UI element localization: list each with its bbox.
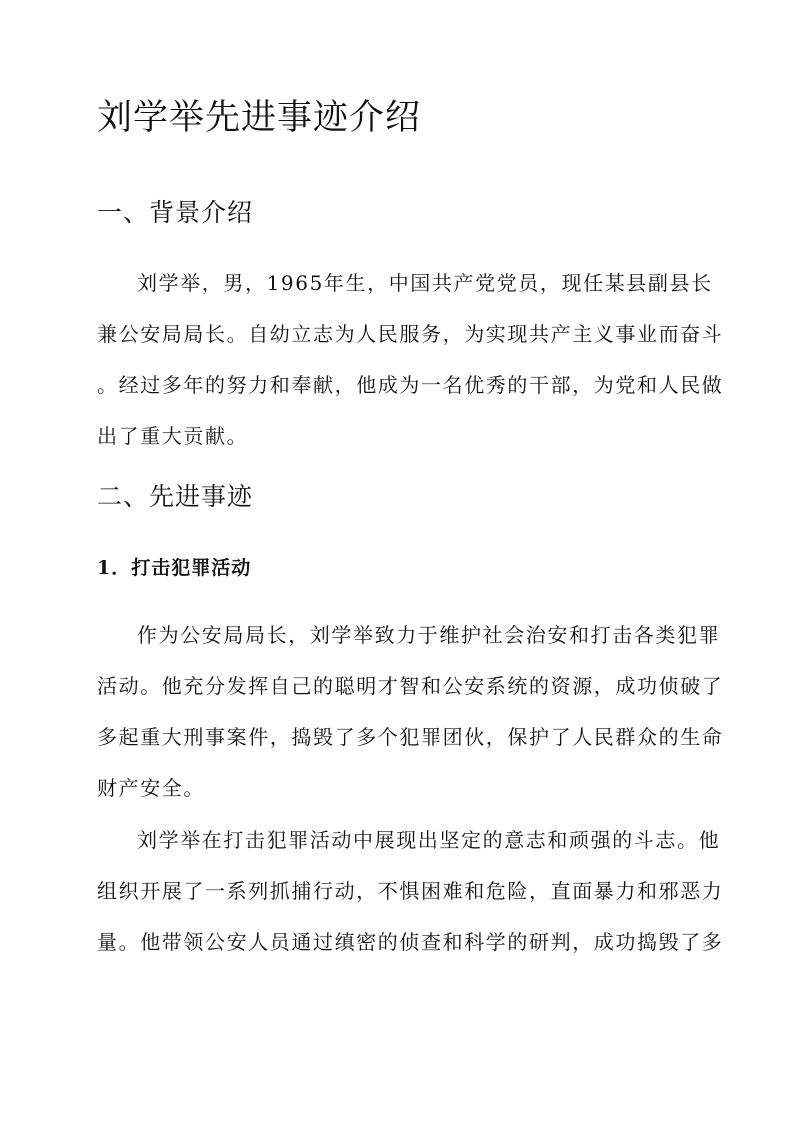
paragraph-line: 作为公安局局长，刘学举致力于维护社会治安和打击各类犯罪: [137, 623, 721, 647]
paragraph-line: 多起重大刑事案件，捣毁了多个犯罪团伙，保护了人民群众的生命: [97, 725, 724, 749]
paragraph-line: 兼公安局局长。自幼立志为人民服务，为实现共产主义事业而奋斗: [97, 322, 724, 346]
paragraph-line: 财产安全。: [97, 776, 205, 800]
paragraph-line: 出了重大贡献。: [97, 424, 249, 448]
paragraph-line: 。经过多年的努力和奉献，他成为一名优秀的干部，为党和人民做: [97, 373, 724, 397]
document-title: 刘学举先进事迹介绍: [97, 98, 422, 138]
paragraph-line: 量。他带领公安人员通过缜密的侦查和科学的研判，成功捣毁了多: [97, 930, 724, 954]
paragraph-crime-2: [97, 815, 724, 968]
section-heading-background: 一、背景介绍: [97, 198, 254, 227]
paragraph-background: [97, 258, 724, 462]
paragraph-line: 组织开展了一系列抓捕行动，不惧困难和危险，直面暴力和邪恶力: [97, 879, 724, 903]
paragraph-crime-1: [97, 610, 724, 814]
paragraph-line: 刘学举，男，1965年生，中国共产党党员，现任某县副县长: [137, 271, 713, 295]
paragraph-line: 活动。他充分发挥自己的聪明才智和公安系统的资源，成功侦破了: [97, 674, 724, 698]
subsection-heading-crime: 1．打击犯罪活动: [97, 557, 252, 579]
section-heading-deeds: 二、先进事迹: [97, 482, 254, 511]
paragraph-line: 刘学举在打击犯罪活动中展现出坚定的意志和顽强的斗志。他: [137, 828, 721, 852]
